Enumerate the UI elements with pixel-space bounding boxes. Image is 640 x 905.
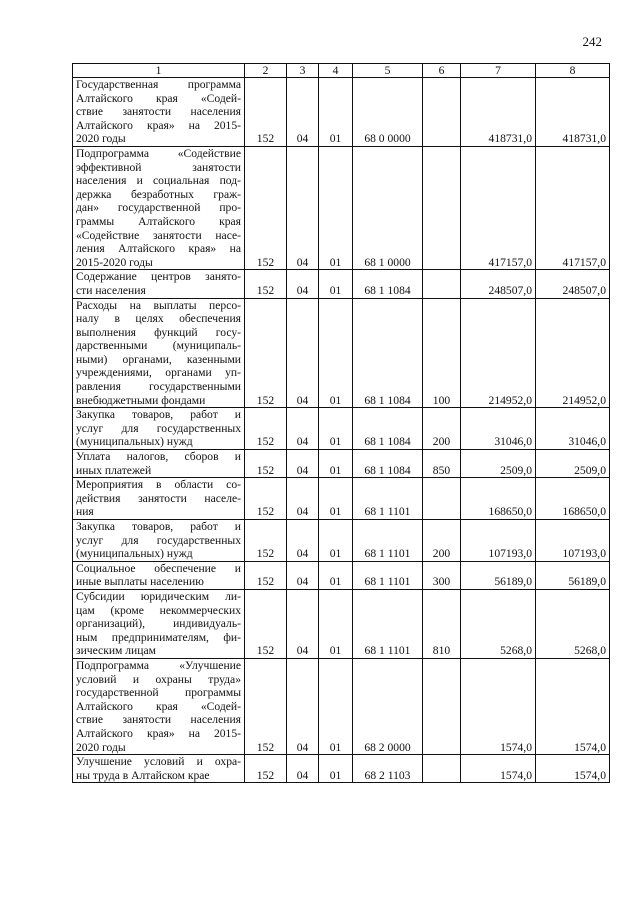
row-name-line: Государственная программа (76, 78, 241, 91)
row-name-line: иные выплаты населению (76, 575, 204, 589)
table-row (73, 270, 610, 298)
expense-type-cell (423, 78, 461, 147)
section-cell: 04 (287, 561, 319, 589)
admin-code-cell: 152 (245, 270, 287, 298)
admin-code-cell: 152 (245, 520, 287, 562)
table-row (73, 520, 610, 562)
target-item-cell: 68 1 1101 (353, 478, 423, 520)
subsection-cell: 01 (319, 78, 353, 147)
row-name-cell (73, 146, 245, 269)
expense-type-cell: 810 (423, 589, 461, 658)
row-name-line: Подпрограмма «Улучшение (76, 658, 241, 672)
target-item-cell: 68 1 1101 (353, 561, 423, 589)
row-name-line: (муниципальных) нужд (76, 435, 193, 449)
target-item-cell: 68 1 1084 (353, 408, 423, 450)
expense-type-cell: 200 (423, 520, 461, 562)
row-name-line: Мероприятия в области со- (76, 478, 241, 492)
amount-cell: 248507,0 (536, 270, 610, 298)
amount-cell: 1574,0 (461, 755, 536, 783)
table-row (73, 478, 610, 520)
row-name-line: 2015-2020 годы (76, 255, 153, 269)
target-item-cell: 68 1 1084 (353, 270, 423, 298)
row-name-line: населения и социальная под- (76, 174, 241, 188)
row-name-line: ления Алтайского края» на (76, 242, 241, 256)
expense-type-cell: 300 (423, 561, 461, 589)
amount-cell: 214952,0 (461, 298, 536, 408)
row-name-line: «Содействие занятости насе- (76, 228, 241, 242)
target-item-cell: 68 1 1084 (353, 450, 423, 478)
amount-cell: 107193,0 (461, 520, 536, 562)
row-name-line: внебюджетными фондами (76, 393, 206, 407)
row-name-line: цам (кроме некоммерческих (76, 603, 241, 617)
row-name-line: выполнения функций госу- (76, 325, 241, 339)
section-cell: 04 (287, 270, 319, 298)
admin-code-cell: 152 (245, 146, 287, 269)
amount-cell: 248507,0 (461, 270, 536, 298)
amount-cell: 1574,0 (461, 658, 536, 754)
subsection-cell: 01 (319, 270, 353, 298)
subsection-cell: 01 (319, 298, 353, 408)
subsection-cell: 01 (319, 450, 353, 478)
subsection-cell: 01 (319, 589, 353, 658)
subsection-cell: 01 (319, 520, 353, 562)
row-name-line: сти населения (76, 283, 146, 297)
section-cell: 04 (287, 450, 319, 478)
expense-type-cell (423, 658, 461, 754)
row-name-cell (73, 755, 245, 783)
table-row (73, 589, 610, 658)
subsection-cell: 01 (319, 478, 353, 520)
subsection-cell: 01 (319, 561, 353, 589)
table-row (73, 298, 610, 408)
expense-type-cell (423, 270, 461, 298)
row-name-line: дан» государственной про- (76, 201, 241, 215)
target-item-cell: 68 2 1103 (353, 755, 423, 783)
table-row (73, 408, 610, 450)
admin-code-cell: 152 (245, 561, 287, 589)
admin-code-cell: 152 (245, 78, 287, 147)
expense-type-cell: 200 (423, 408, 461, 450)
amount-cell: 107193,0 (536, 520, 610, 562)
section-cell: 04 (287, 589, 319, 658)
row-name-cell (73, 589, 245, 658)
row-name-line: ствие занятости населения (76, 105, 241, 119)
table-row (73, 658, 610, 754)
subsection-cell: 01 (319, 408, 353, 450)
row-name-line: налу в целях обеспечения (76, 312, 241, 326)
row-name-cell (73, 520, 245, 562)
page-number: 242 (582, 34, 602, 49)
subsection-cell: 01 (319, 658, 353, 754)
header-cell: 2 (245, 64, 287, 78)
amount-cell: 418731,0 (461, 78, 536, 147)
header-cell: 6 (423, 64, 461, 78)
row-name-line: Улучшение условий и охра- (76, 755, 241, 769)
row-name-line: равления государственными (76, 380, 241, 394)
header-cell: 7 (461, 64, 536, 78)
row-name-line: Подпрограмма «Содействие (76, 146, 241, 160)
amount-cell: 418731,0 (536, 78, 610, 147)
amount-cell: 31046,0 (461, 408, 536, 450)
row-name-line: услуг для государственных (76, 421, 241, 435)
row-name-cell (73, 298, 245, 408)
row-name-line: Социальное обеспечение и (76, 561, 241, 575)
amount-cell: 1574,0 (536, 658, 610, 754)
row-name-line: держка безработных граж- (76, 187, 241, 201)
row-name-line: Алтайского края «Содей- (76, 91, 241, 105)
row-name-line: граммы Алтайского края (76, 214, 241, 228)
table-body (73, 64, 610, 783)
subsection-cell: 01 (319, 755, 353, 783)
amount-cell: 1574,0 (536, 755, 610, 783)
row-name-cell (73, 270, 245, 298)
row-name-line: зическим лицам (76, 644, 156, 658)
budget-table (72, 63, 610, 783)
admin-code-cell: 152 (245, 755, 287, 783)
expense-type-cell (423, 478, 461, 520)
row-name-line: ния (76, 505, 94, 519)
section-cell: 04 (287, 478, 319, 520)
row-name-cell (73, 450, 245, 478)
row-name-line: ным предпринимателям, фи- (76, 630, 241, 644)
admin-code-cell: 152 (245, 408, 287, 450)
target-item-cell: 68 1 1101 (353, 520, 423, 562)
amount-cell: 2509,0 (536, 450, 610, 478)
row-name-cell (73, 408, 245, 450)
row-name-line: услуг для государственных (76, 533, 241, 547)
expense-type-cell (423, 146, 461, 269)
amount-cell: 56189,0 (536, 561, 610, 589)
amount-cell: 5268,0 (536, 589, 610, 658)
row-name-line: (муниципальных) нужд (76, 547, 193, 561)
row-name-cell (73, 478, 245, 520)
row-name-line: ны труда в Алтайском крае (76, 768, 210, 782)
table-row (73, 755, 610, 783)
amount-cell: 168650,0 (461, 478, 536, 520)
row-name-line: 2020 годы (76, 132, 126, 146)
header-cell: 5 (353, 64, 423, 78)
table-row (73, 78, 610, 147)
subsection-cell: 01 (319, 146, 353, 269)
target-item-cell: 68 1 1084 (353, 298, 423, 408)
row-name-line: Субсидии юридическим ли- (76, 589, 241, 603)
row-name-line: организаций), индивидуаль- (76, 617, 241, 631)
row-name-line: 2020 годы (76, 740, 126, 754)
row-name-line: Закупка товаров, работ и (76, 408, 241, 422)
row-name-line: Уплата налогов, сборов и (76, 450, 241, 464)
row-name-line: Алтайского края» на 2015- (76, 726, 241, 740)
row-name-line: Закупка товаров, работ и (76, 520, 241, 533)
row-name-line: условий и охраны труда» (76, 672, 241, 686)
amount-cell: 31046,0 (536, 408, 610, 450)
row-name-line: Алтайского края» на 2015- (76, 118, 241, 132)
admin-code-cell: 152 (245, 298, 287, 408)
table-row (73, 146, 610, 269)
table-header-row (73, 64, 610, 78)
amount-cell: 214952,0 (536, 298, 610, 408)
row-name-line: ствие занятости населения (76, 713, 241, 727)
row-name-line: ными) органами, казенными (76, 352, 241, 366)
expense-type-cell: 850 (423, 450, 461, 478)
amount-cell: 417157,0 (461, 146, 536, 269)
row-name-line: иных платежей (76, 463, 152, 477)
header-cell: 3 (287, 64, 319, 78)
admin-code-cell: 152 (245, 478, 287, 520)
row-name-cell (73, 78, 245, 147)
amount-cell: 168650,0 (536, 478, 610, 520)
row-name-line: Алтайского края «Содей- (76, 699, 241, 713)
section-cell: 04 (287, 520, 319, 562)
header-cell: 4 (319, 64, 353, 78)
target-item-cell: 68 2 0000 (353, 658, 423, 754)
target-item-cell: 68 1 0000 (353, 146, 423, 269)
admin-code-cell: 152 (245, 589, 287, 658)
row-name-line: действия занятости населе- (76, 491, 241, 505)
row-name-line: учреждениями, органами уп- (76, 366, 241, 380)
row-name-line: дарственными (муниципаль- (76, 339, 241, 353)
section-cell: 04 (287, 658, 319, 754)
row-name-line: Содержание центров занято- (76, 270, 241, 284)
amount-cell: 56189,0 (461, 561, 536, 589)
header-cell: 1 (73, 64, 245, 78)
expense-type-cell (423, 755, 461, 783)
admin-code-cell: 152 (245, 450, 287, 478)
row-name-line: Расходы на выплаты персо- (76, 298, 241, 312)
section-cell: 04 (287, 755, 319, 783)
section-cell: 04 (287, 78, 319, 147)
expense-type-cell: 100 (423, 298, 461, 408)
row-name-cell (73, 658, 245, 754)
amount-cell: 5268,0 (461, 589, 536, 658)
target-item-cell: 68 0 0000 (353, 78, 423, 147)
row-name-line: эффективной занятости (76, 160, 241, 174)
section-cell: 04 (287, 298, 319, 408)
header-cell: 8 (536, 64, 610, 78)
target-item-cell: 68 1 1101 (353, 589, 423, 658)
table-row (73, 450, 610, 478)
section-cell: 04 (287, 146, 319, 269)
section-cell: 04 (287, 408, 319, 450)
amount-cell: 2509,0 (461, 450, 536, 478)
admin-code-cell: 152 (245, 658, 287, 754)
row-name-cell (73, 561, 245, 589)
row-name-line: государственной программы (76, 686, 241, 700)
amount-cell: 417157,0 (536, 146, 610, 269)
table-row (73, 561, 610, 589)
